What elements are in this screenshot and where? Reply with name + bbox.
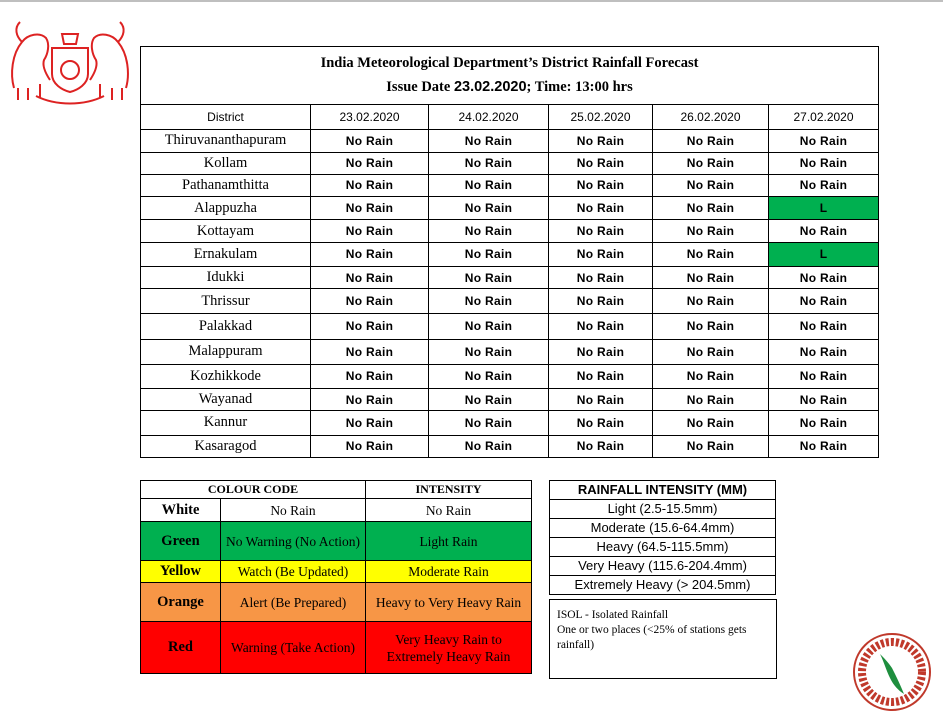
forecast-cell: No Rain [311, 435, 429, 458]
forecast-row [141, 313, 879, 339]
forecast-cell: No Rain [769, 411, 879, 435]
forecast-cell: No Rain [549, 411, 653, 435]
forecast-cell: No Rain [769, 364, 879, 388]
colour-code-text: Watch (Be Updated) [221, 561, 366, 583]
forecast-cell: No Rain [311, 130, 429, 152]
colour-code-text: Warning (Take Action) [221, 622, 366, 674]
forecast-cell: No Rain [653, 313, 769, 339]
district-name: Kasaragod [141, 435, 311, 458]
forecast-cell: No Rain [549, 130, 653, 152]
forecast-cell-light-rain: L [769, 242, 879, 266]
district-name: Wayanad [141, 388, 311, 410]
forecast-cell: No Rain [549, 313, 653, 339]
forecast-cell: No Rain [311, 197, 429, 220]
forecast-cell: No Rain [429, 130, 549, 152]
district-column-header: District [141, 104, 311, 129]
forecast-cell: No Rain [311, 289, 429, 313]
forecast-cell: No Rain [769, 340, 879, 364]
forecast-cell: No Rain [311, 411, 429, 435]
district-name: Idukki [141, 267, 311, 289]
date-column-header: 24.02.2020 [429, 104, 549, 129]
district-name: Kozhikkode [141, 364, 311, 388]
forecast-cell: No Rain [769, 152, 879, 174]
issue-date-label: Issue Date [386, 79, 451, 96]
district-name: Pathanamthitta [141, 174, 311, 196]
colour-intensity-text: Very Heavy Rain to Extremely Heavy Rain [366, 622, 532, 674]
colour-code-header: COLOUR CODE [141, 481, 366, 499]
forecast-cell: No Rain [549, 340, 653, 364]
colour-code-table [140, 480, 532, 674]
forecast-cell: No Rain [429, 267, 549, 289]
colour-code-header-row [141, 481, 532, 499]
forecast-cell: No Rain [653, 435, 769, 458]
forecast-cell: No Rain [653, 152, 769, 174]
colour-row-green [141, 522, 532, 561]
district-rainfall-forecast-table [140, 46, 879, 458]
forecast-row [141, 267, 879, 289]
forecast-cell: No Rain [549, 364, 653, 388]
isol-definition: ISOL - Isolated Rainfall [557, 609, 669, 621]
forecast-cell: No Rain [429, 289, 549, 313]
colour-row-red [141, 622, 532, 674]
forecast-cell: No Rain [429, 197, 549, 220]
forecast-cell-light-rain: L [769, 197, 879, 220]
district-name: Ernakulam [141, 242, 311, 266]
top-border-line [0, 0, 943, 2]
forecast-cell: No Rain [311, 364, 429, 388]
forecast-cell: No Rain [311, 313, 429, 339]
forecast-cell: No Rain [429, 388, 549, 410]
district-name: Palakkad [141, 313, 311, 339]
kerala-emblem-logo [6, 14, 134, 106]
forecast-cell: No Rain [429, 411, 549, 435]
forecast-cell: No Rain [769, 289, 879, 313]
forecast-row [141, 152, 879, 174]
forecast-cell: No Rain [653, 411, 769, 435]
district-name: Malappuram [141, 340, 311, 364]
intensity-header: INTENSITY [366, 481, 532, 499]
forecast-row [141, 388, 879, 410]
colour-name: Red [141, 622, 221, 674]
forecast-title-cell [141, 47, 879, 105]
forecast-row [141, 435, 879, 458]
issue-date-value: 23.02.2020 [453, 79, 527, 96]
forecast-cell: No Rain [549, 242, 653, 266]
forecast-cell: No Rain [429, 242, 549, 266]
district-name: Kottayam [141, 220, 311, 242]
forecast-cell: No Rain [311, 388, 429, 410]
colour-intensity-text: Moderate Rain [366, 561, 532, 583]
date-column-header: 25.02.2020 [549, 104, 653, 129]
forecast-cell: No Rain [653, 220, 769, 242]
forecast-cell: No Rain [549, 388, 653, 410]
forecast-cell: No Rain [653, 197, 769, 220]
forecast-cell: No Rain [549, 435, 653, 458]
forecast-row [141, 340, 879, 364]
intensity-item: Light (2.5-15.5mm) [549, 499, 776, 518]
forecast-row [141, 364, 879, 388]
forecast-cell: No Rain [653, 340, 769, 364]
forecast-cell: No Rain [429, 220, 549, 242]
forecast-row [141, 242, 879, 266]
forecast-header-row [141, 104, 879, 129]
forecast-row [141, 220, 879, 242]
colour-code-text: No Rain [221, 499, 366, 522]
forecast-cell: No Rain [549, 152, 653, 174]
colour-name: Yellow [141, 561, 221, 583]
colour-name: White [141, 499, 221, 522]
forecast-cell: No Rain [429, 340, 549, 364]
forecast-cell: No Rain [769, 174, 879, 196]
forecast-cell: No Rain [549, 267, 653, 289]
rainfall-intensity-title: RAINFALL INTENSITY (MM) [549, 480, 776, 499]
colour-row-orange [141, 583, 532, 622]
colour-intensity-text: Light Rain [366, 522, 532, 561]
district-name: Kannur [141, 411, 311, 435]
colour-intensity-text: No Rain [366, 499, 532, 522]
forecast-cell: No Rain [311, 174, 429, 196]
forecast-cell: No Rain [549, 289, 653, 313]
forecast-cell: No Rain [429, 435, 549, 458]
forecast-cell: No Rain [653, 364, 769, 388]
forecast-row [141, 289, 879, 313]
forecast-cell: No Rain [653, 267, 769, 289]
forecast-cell: No Rain [769, 130, 879, 152]
forecast-cell: No Rain [311, 242, 429, 266]
rainfall-intensity-box [549, 480, 776, 595]
colour-code-text: No Warning (No Action) [221, 522, 366, 561]
ksdma-logo [850, 632, 934, 712]
colour-row-yellow [141, 561, 532, 583]
district-name: Thiruvananthapuram [141, 130, 311, 152]
forecast-cell: No Rain [769, 388, 879, 410]
date-column-header: 26.02.2020 [653, 104, 769, 129]
issue-date-line [141, 75, 878, 99]
forecast-row [141, 130, 879, 152]
colour-code-text: Alert (Be Prepared) [221, 583, 366, 622]
forecast-cell: No Rain [311, 220, 429, 242]
forecast-cell: No Rain [429, 174, 549, 196]
district-name: Kollam [141, 152, 311, 174]
colour-intensity-text: Heavy to Very Heavy Rain [366, 583, 532, 622]
colour-name: Orange [141, 583, 221, 622]
intensity-item: Very Heavy (115.6-204.4mm) [549, 556, 776, 575]
forecast-row [141, 411, 879, 435]
colour-row-white [141, 499, 532, 522]
forecast-row [141, 197, 879, 220]
forecast-cell: No Rain [769, 267, 879, 289]
forecast-cell: No Rain [429, 364, 549, 388]
isol-description: One or two places (<25% of stations gets rainfall) [557, 624, 747, 651]
forecast-cell: No Rain [769, 313, 879, 339]
district-name: Alappuzha [141, 197, 311, 220]
forecast-cell: No Rain [653, 242, 769, 266]
issue-time: ; Time: 13:00 hrs [526, 79, 633, 96]
forecast-cell: No Rain [653, 174, 769, 196]
forecast-cell: No Rain [549, 197, 653, 220]
forecast-cell: No Rain [311, 152, 429, 174]
forecast-cell: No Rain [653, 289, 769, 313]
intensity-item: Heavy (64.5-115.5mm) [549, 537, 776, 556]
forecast-cell: No Rain [769, 435, 879, 458]
date-column-header: 23.02.2020 [311, 104, 429, 129]
forecast-cell: No Rain [653, 388, 769, 410]
forecast-cell: No Rain [549, 174, 653, 196]
forecast-row [141, 174, 879, 196]
intensity-item: Moderate (15.6-64.4mm) [549, 518, 776, 537]
intensity-item: Extremely Heavy (> 204.5mm) [549, 575, 776, 595]
forecast-cell: No Rain [769, 220, 879, 242]
forecast-cell: No Rain [429, 313, 549, 339]
forecast-cell: No Rain [311, 340, 429, 364]
forecast-cell: No Rain [311, 267, 429, 289]
colour-name: Green [141, 522, 221, 561]
district-name: Thrissur [141, 289, 311, 313]
forecast-cell: No Rain [429, 152, 549, 174]
date-column-header: 27.02.2020 [769, 104, 879, 129]
forecast-cell: No Rain [549, 220, 653, 242]
forecast-cell: No Rain [653, 130, 769, 152]
isol-note-box [549, 599, 777, 679]
forecast-title: India Meteorological Department’s District Rainfall Forecast [320, 55, 699, 72]
